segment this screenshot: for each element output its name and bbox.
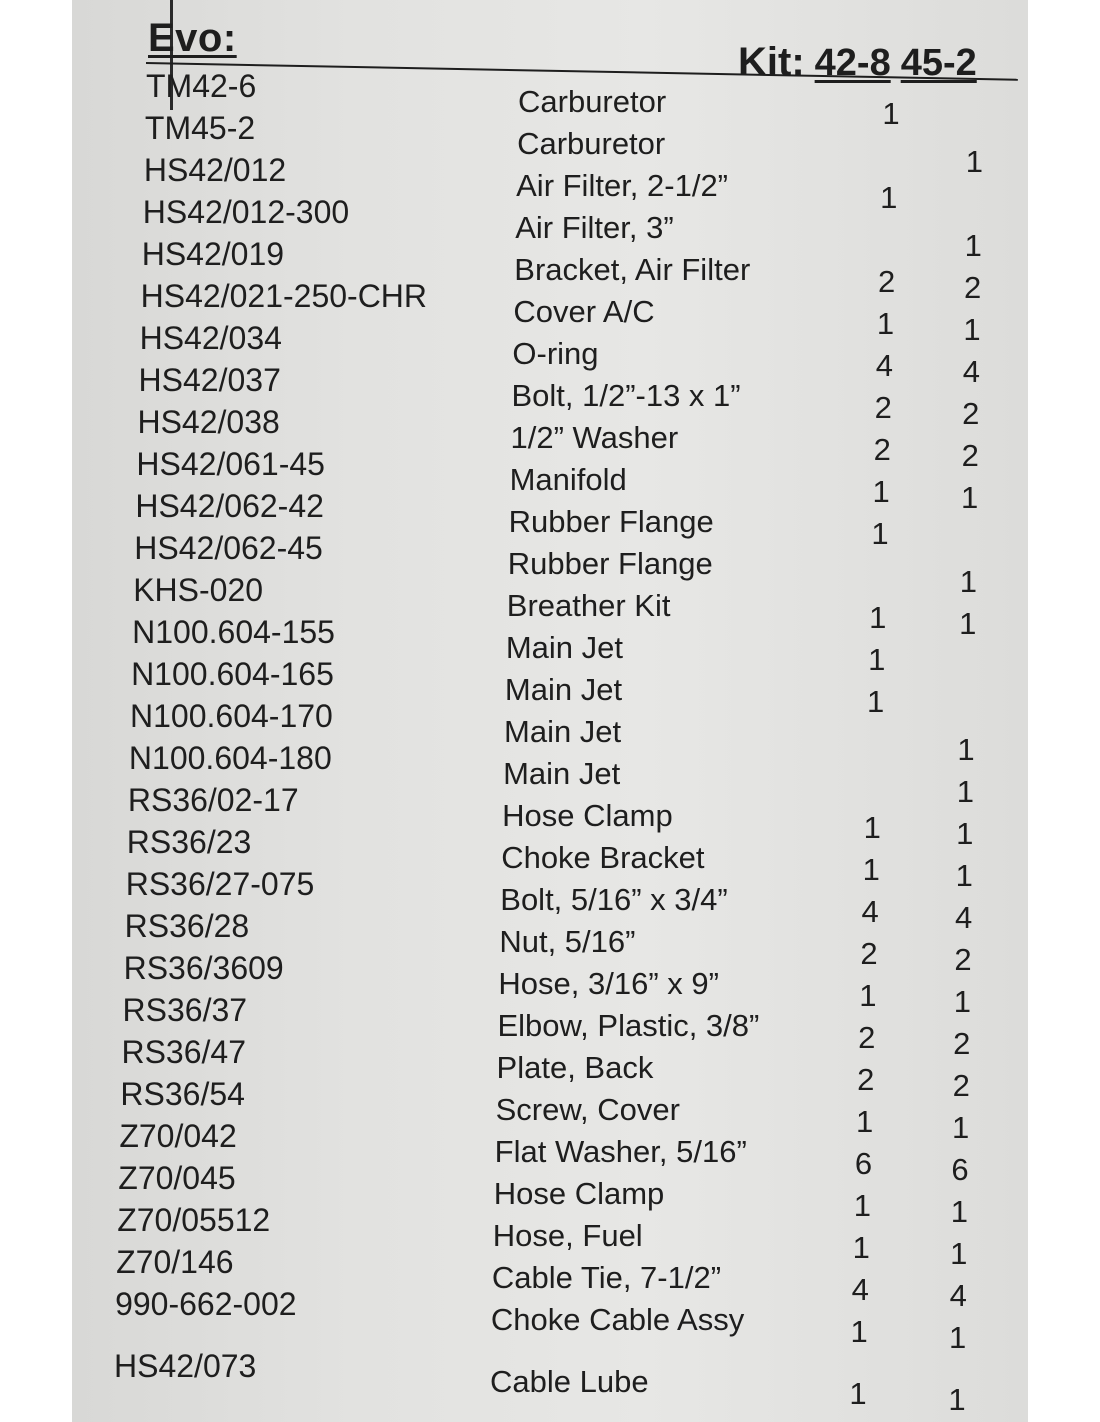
part-description: Main Jet [504,714,622,749]
part-description: Rubber Flange [508,504,714,539]
part-description: Cover A/C [513,294,655,329]
qty-kit-45-2: 1 [959,564,978,599]
qty-kit-42-8: 1 [869,600,887,635]
qty-kit-42-8: 2 [860,936,878,971]
part-number: Z70/05512 [117,1202,271,1238]
qty-kit-42-8: 1 [862,852,880,887]
part-description: Carburetor [517,126,666,161]
part-description: Hose Clamp [493,1176,665,1211]
qty-kit-45-2: 1 [955,858,973,893]
part-description: Main Jet [504,672,623,707]
qty-kit-45-2: 1 [964,228,982,263]
qty-kit-45-2: 1 [965,144,984,179]
qty-kit-42-8: 2 [857,1062,875,1097]
part-description: Rubber Flange [507,546,713,581]
part-number: RS36/23 [126,824,252,860]
qty-kit-42-8: 1 [859,978,877,1013]
part-number: RS36/28 [124,908,250,944]
part-description: O-ring [512,336,599,371]
part-description: Manifold [509,462,627,497]
part-description: Cable Tie, 7-1/2” [491,1260,722,1295]
qty-kit-42-8: 1 [876,306,895,341]
qty-kit-42-8: 1 [866,684,885,719]
part-description: Hose Clamp [502,798,673,833]
qty-kit-45-2: 2 [961,438,979,473]
table-row [0,1284,1100,1355]
qty-kit-42-8: 4 [851,1272,869,1307]
part-description: Hose, 3/16” x 9” [498,966,719,1001]
part-number: HS42/073 [114,1348,257,1384]
part-number: HS42/062-42 [135,488,324,524]
part-description: 1/2” Washer [510,420,679,455]
qty-kit-42-8: 1 [852,1230,870,1265]
qty-kit-42-8: 1 [880,180,898,215]
part-number: HS42/037 [138,362,281,398]
part-description: Bracket, Air Filter [514,252,751,287]
qty-kit-42-8: 2 [874,390,892,425]
part-number: KHS-020 [133,572,264,608]
part-number: HS42/038 [137,404,280,440]
part-number: N100.604-170 [130,698,333,734]
part-number: HS42/019 [141,236,285,272]
qty-kit-45-2: 2 [954,942,972,977]
part-number: N100.604-180 [128,740,332,776]
qty-kit-42-8: 1 [849,1376,867,1411]
qty-kit-45-2: 4 [949,1278,967,1313]
part-description: Air Filter, 3” [515,210,674,245]
part-description: Flat Washer, 5/16” [494,1134,747,1169]
qty-kit-45-2: 4 [962,354,981,389]
part-description: Bolt, 5/16” x 3/4” [500,882,728,917]
part-number: HS42/021-250-CHR [140,278,428,314]
kit-label: Kit: [738,40,805,84]
qty-kit-42-8: 2 [873,432,891,467]
qty-kit-45-2: 1 [948,1320,967,1355]
part-description: Elbow, Plastic, 3/8” [497,1008,760,1043]
part-number: RS36/27-075 [125,866,315,902]
part-number: RS36/54 [120,1076,245,1112]
qty-kit-45-2: 2 [953,1026,971,1061]
part-number: RS36/47 [121,1034,246,1070]
part-description: Screw, Cover [495,1092,680,1127]
part-number: Z70/042 [119,1118,237,1154]
part-number: Z70/045 [118,1160,236,1196]
part-number: RS36/3609 [123,950,284,986]
qty-kit-42-8: 4 [875,348,894,383]
qty-kit-45-2: 1 [957,732,975,767]
qty-kit-45-2: 1 [960,480,979,515]
part-number: HS42/012-300 [142,194,350,230]
part-number: 990-662-002 [115,1286,297,1322]
qty-kit-45-2: 2 [962,396,980,431]
part-number: HS42/034 [139,320,282,356]
part-number: Z70/146 [116,1244,234,1280]
qty-kit-42-8: 4 [861,894,879,929]
qty-kit-42-8: 1 [868,642,886,677]
part-number: TM45-2 [144,110,256,146]
qty-kit-45-2: 2 [963,270,982,305]
qty-kit-42-8: 1 [850,1314,868,1349]
part-description: Bolt, 1/2”-13 x 1” [511,378,741,413]
part-number: RS36/37 [122,992,248,1028]
qty-kit-45-2: 6 [951,1152,969,1187]
part-description: Main Jet [503,756,621,791]
qty-kit-45-2: 1 [956,774,975,809]
part-description: Breather Kit [506,588,671,623]
qty-kit-45-2: 1 [956,816,974,851]
part-description: Carburetor [518,84,667,119]
qty-kit-42-8: 2 [858,1020,876,1055]
part-description: Choke Bracket [501,840,705,875]
qty-kit-42-8: 2 [877,264,896,299]
qty-kit-45-2: 1 [963,312,981,347]
qty-kit-45-2: 4 [954,900,973,935]
qty-kit-45-2: 1 [951,1110,970,1145]
qty-kit-42-8: 6 [854,1146,873,1181]
part-number: N100.604-155 [132,614,335,650]
part-number: HS42/062-45 [134,530,323,566]
qty-kit-45-2: 1 [948,1382,966,1417]
qty-kit-42-8: 1 [871,516,889,551]
part-description: Plate, Back [496,1050,654,1085]
part-number: HS42/061-45 [136,446,325,482]
qty-kit-42-8: 1 [853,1188,872,1223]
part-description: Nut, 5/16” [499,924,636,959]
part-description: Choke Cable Assy [490,1302,745,1337]
qty-kit-42-8: 1 [872,474,890,509]
table-row [0,1346,1100,1417]
part-description: Main Jet [505,630,624,665]
kit-column-45-2: 45-2 [900,42,977,84]
part-number: HS42/012 [143,152,287,188]
qty-kit-42-8: 1 [863,810,881,845]
qty-kit-42-8: 1 [855,1104,874,1139]
part-description: Cable Lube [490,1364,649,1399]
qty-kit-45-2: 1 [953,984,972,1019]
qty-kit-42-8: 1 [882,96,900,131]
part-number: N100.604-165 [131,656,334,692]
part-description: Hose, Fuel [492,1218,643,1253]
part-description: Air Filter, 2-1/2” [516,168,729,203]
qty-kit-45-2: 1 [950,1236,968,1271]
part-number: RS36/02-17 [127,782,299,818]
kit-column-42-8: 42-8 [814,42,891,84]
part-number: TM42-6 [146,68,257,104]
qty-kit-45-2: 1 [950,1194,969,1229]
qty-kit-45-2: 1 [959,606,977,641]
document-title: Evo: [148,16,237,60]
qty-kit-45-2: 2 [952,1068,970,1103]
